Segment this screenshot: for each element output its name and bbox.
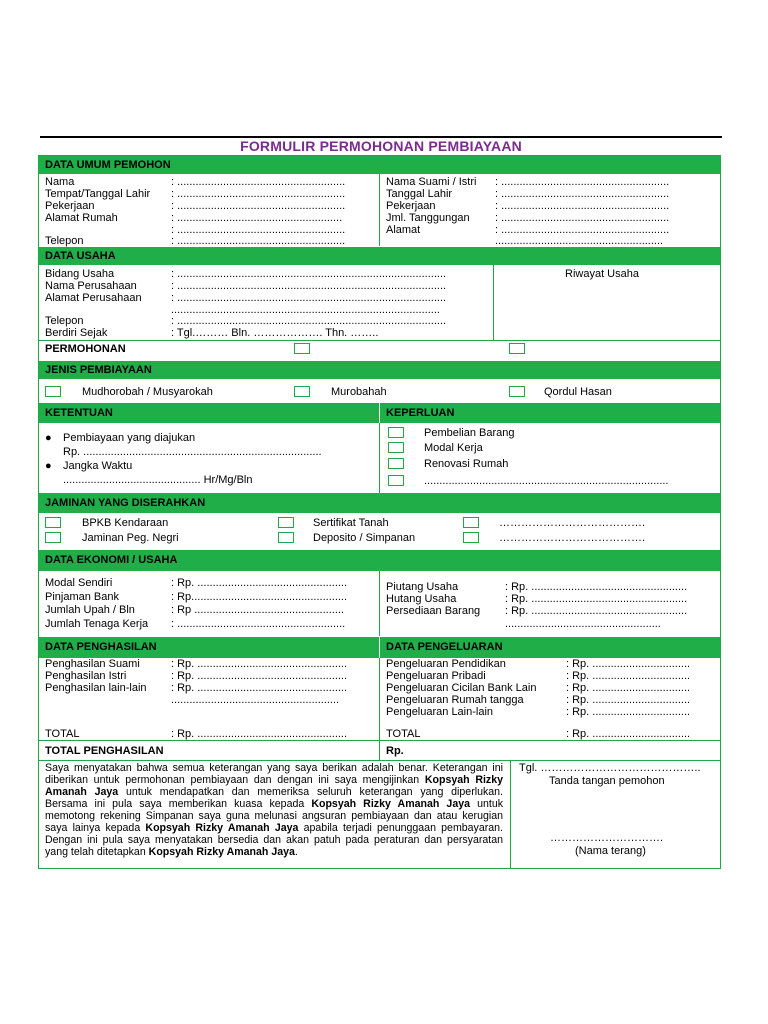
divider <box>379 571 380 636</box>
checkbox-lainnya-2[interactable] <box>463 532 479 543</box>
checkbox-jaminan-peg[interactable] <box>45 532 61 543</box>
field-value[interactable]: : Rp. ................................................. <box>171 577 348 589</box>
field-label: Jml. Tanggungan <box>386 212 470 224</box>
field-label: Penghasilan Istri <box>45 670 127 682</box>
checkbox-qordul-hasan[interactable] <box>509 386 525 397</box>
field-value[interactable]: : ....................................................... <box>171 224 346 236</box>
field-label: Tempat/Tanggal Lahir <box>45 188 151 200</box>
section-header-pengeluaran: DATA PENGELUARAN <box>380 637 720 658</box>
section-header-data-usaha: DATA USAHA <box>39 247 720 265</box>
field-value[interactable]: ................................................... <box>505 618 661 630</box>
option-label: Pembelian Barang <box>424 427 515 439</box>
option-label: BPKB Kendaraan <box>82 517 169 529</box>
checkbox-bpkb[interactable] <box>45 517 61 528</box>
checkbox-lainnya[interactable] <box>388 475 404 486</box>
field-label: Persediaan Barang <box>386 605 481 617</box>
field-label: Jumlah Tenaga Kerja <box>45 618 149 630</box>
field-value[interactable]: : Rp ................................................. <box>171 604 344 616</box>
field-value[interactable]: : ....................................................... <box>171 618 346 630</box>
section-header-ekonomi: DATA EKONOMI / USAHA <box>39 550 720 571</box>
field-label: Pengeluaran Cicilan Bank Lain <box>386 682 537 694</box>
section-header-ketentuan: KETENTUAN <box>39 403 379 423</box>
field-value[interactable]: : ........................................................................................ <box>171 280 447 292</box>
field-label: Pinjaman Bank <box>45 591 119 603</box>
field-value[interactable]: …………………………………. <box>499 532 646 544</box>
section-header-jenis-pembiayaan: JENIS PEMBIAYAAN <box>39 361 720 379</box>
section-header-jaminan: JAMINAN YANG DISERAHKAN <box>39 493 720 513</box>
field-value[interactable]: : Rp. ................................ <box>566 728 691 740</box>
divider <box>493 265 494 340</box>
field-value[interactable]: Rp. .............................................................................. <box>63 446 322 458</box>
bullet-icon: ● <box>45 432 52 444</box>
field-value[interactable]: : Tgl.……… Bln. ………………. Thn. …….. <box>171 327 379 339</box>
checkbox-pembelian-barang[interactable] <box>388 427 404 438</box>
option-label: Qordul Hasan <box>544 386 612 398</box>
field-value[interactable]: ........................................................................................ <box>171 304 440 316</box>
field-value[interactable]: : Rp. ................................................. <box>171 670 348 682</box>
divider <box>39 340 720 341</box>
field-value[interactable]: …………………………………. <box>499 517 646 529</box>
field-label: Penghasilan lain-lain <box>45 682 147 694</box>
field-label: Berdiri Sejak <box>45 327 108 339</box>
field-label: Alamat Perusahaan <box>45 292 142 304</box>
field-label: Pengeluaran Rumah tangga <box>386 694 524 706</box>
field-value[interactable]: : ........................................................................................ <box>171 268 447 280</box>
field-label: Pengeluaran Pendidikan <box>386 658 506 670</box>
field-label: Penghasilan Suami <box>45 658 140 670</box>
field-value[interactable]: : Rp. ................................ <box>566 694 691 706</box>
field-label: Pekerjaan <box>386 200 436 212</box>
option-label: Murobahah <box>331 386 387 398</box>
field-label: Nama Perusahaan <box>45 280 137 292</box>
field-label: Pekerjaan <box>45 200 95 212</box>
field-value[interactable]: : ....................................................... <box>495 176 670 188</box>
field-label: Piutang Usaha <box>386 581 459 593</box>
field-value[interactable]: : ....................................................... <box>171 188 346 200</box>
field-label: Telepon <box>45 235 84 247</box>
field-value[interactable]: : Rp. ................................................... <box>505 581 688 593</box>
field-label: Bidang Usaha <box>45 268 115 280</box>
field-value[interactable]: : Rp. ................................ <box>566 682 691 694</box>
field-label: Telepon <box>45 315 84 327</box>
field-value[interactable]: ....................................................... <box>171 694 340 706</box>
signature-name: (Nama terang) <box>575 845 646 857</box>
ketentuan-item-1: Pembiayaan yang diajukan <box>63 432 196 444</box>
permohonan-label: PERMOHONAN <box>45 343 126 355</box>
field-label: Pengeluaran Lain-lain <box>386 706 494 718</box>
divider <box>379 658 380 740</box>
total-label: TOTAL <box>386 728 421 740</box>
riwayat-usaha-label: Riwayat Usaha <box>565 268 639 280</box>
signature-line[interactable]: …………………………. <box>550 832 664 844</box>
field-value[interactable]: : ....................................................... <box>171 200 346 212</box>
section-header-data-umum: DATA UMUM PEMOHON <box>39 156 720 174</box>
signature-date[interactable]: Tgl. …………………………………….. <box>519 762 701 774</box>
checkbox-modal-kerja[interactable] <box>388 442 404 453</box>
option-label: Jaminan Peg. Negri <box>82 532 179 544</box>
field-label: Nama <box>45 176 75 188</box>
checkbox-lainnya-1[interactable] <box>463 517 479 528</box>
total-penghasilan-label: TOTAL PENGHASILAN <box>45 745 164 757</box>
checkbox-renovasi-rumah[interactable] <box>388 458 404 469</box>
field-value[interactable]: : ....................................................... <box>495 212 670 224</box>
checkbox-deposito[interactable] <box>278 532 294 543</box>
option-label: Mudhorobah / Musyarokah <box>82 386 213 398</box>
option-label: Renovasi Rumah <box>424 458 509 470</box>
section-header-penghasilan: DATA PENGHASILAN <box>39 637 379 658</box>
field-label: Tanggal Lahir <box>386 188 453 200</box>
field-value[interactable]: : ....................................................... <box>495 224 670 236</box>
field-value[interactable]: ....................................................... <box>495 235 664 247</box>
field-value[interactable]: : ....................................................... <box>495 188 670 200</box>
field-value[interactable]: : ....................................................... <box>171 176 346 188</box>
total-penghasilan-value[interactable]: Rp. <box>386 745 404 757</box>
field-value[interactable]: : Rp. ................................................. <box>171 728 348 740</box>
permohonan-checkbox-2[interactable] <box>509 343 525 354</box>
field-label: Alamat <box>386 224 421 236</box>
field-value[interactable]: : Rp. ................................................. <box>171 682 348 694</box>
divider <box>39 760 720 761</box>
option-label: Deposito / Simpanan <box>313 532 416 544</box>
field-value[interactable]: : Rp................................................... <box>171 591 348 603</box>
field-value[interactable]: : ........................................................................................ <box>171 292 447 304</box>
field-label: Modal Sendiri <box>45 577 113 589</box>
field-value[interactable]: ............................................. Hr/Mg/Bln <box>63 474 253 486</box>
checkbox-murobahah[interactable] <box>294 386 310 397</box>
ketentuan-item-2: Jangka Waktu <box>63 460 133 472</box>
field-value[interactable]: : Rp. ................................................... <box>505 593 688 605</box>
option-label: Modal Kerja <box>424 442 483 454</box>
statement-paragraph: Saya menyatakan bahwa semua keterangan yang saya berikan adalah benar. Keterangan ini diberikan untuk permohonan pembiayaan dan dengan ini saya mengijinkan Kopsyah Rizky Amanah Jaya untuk mendapatkan dan memeriksa seluruh keterangan yang diperlukan. Bersama ini pula saya memberikan kuasa kepada Kopsyah Rizky Amanah Jaya untuk memotong rekening Simpanan saya guna melunasi angsuran pembiayaan dan atau kerugian saya lainya kepada Kopsyah Rizky Amanah Jaya apabila terjadi penunggaan pembayaran. Dengan ini pula saya menyatakan bersedia dan akan patuh pada peraturan dan persyaratan yang telah ditetapkan Kopsyah Rizky Amanah Jaya. <box>45 762 504 858</box>
section-header-keperluan: KEPERLUAN <box>380 403 720 423</box>
field-value[interactable]: : Rp. ................................ <box>566 706 691 718</box>
field-value[interactable]: : Rp. ................................ <box>566 670 691 682</box>
field-value[interactable]: : Rp. ................................ <box>566 658 691 670</box>
divider <box>510 760 511 868</box>
field-value[interactable]: : ........................................................................................ <box>171 315 447 327</box>
field-label: Nama Suami / Istri <box>386 176 477 188</box>
field-value[interactable]: : Rp. ................................................... <box>505 605 688 617</box>
permohonan-checkbox-1[interactable] <box>294 343 310 354</box>
field-value[interactable]: ................................................................................ <box>424 475 669 487</box>
field-value[interactable]: : ....................................................... <box>495 200 670 212</box>
checkbox-sertifikat[interactable] <box>278 517 294 528</box>
field-label: Alamat Rumah <box>45 212 118 224</box>
form-title: FORMULIR PERMOHONAN PEMBIAYAAN <box>240 138 522 154</box>
field-label: Pengeluaran Pribadi <box>386 670 486 682</box>
divider <box>379 740 380 760</box>
option-label: Sertifikat Tanah <box>313 517 389 529</box>
divider <box>379 423 380 493</box>
bullet-icon: ● <box>45 460 52 472</box>
signature-label: Tanda tangan pemohon <box>549 775 665 787</box>
field-label: Jumlah Upah / Bln <box>45 604 135 616</box>
checkbox-mudhorobah[interactable] <box>45 386 61 397</box>
field-label: Hutang Usaha <box>386 593 457 605</box>
total-label: TOTAL <box>45 728 80 740</box>
field-value[interactable]: : Rp. ................................................. <box>171 658 348 670</box>
field-value[interactable]: : ...................................................... <box>171 212 343 224</box>
field-value[interactable]: : ....................................................... <box>171 235 346 247</box>
divider <box>379 174 380 246</box>
